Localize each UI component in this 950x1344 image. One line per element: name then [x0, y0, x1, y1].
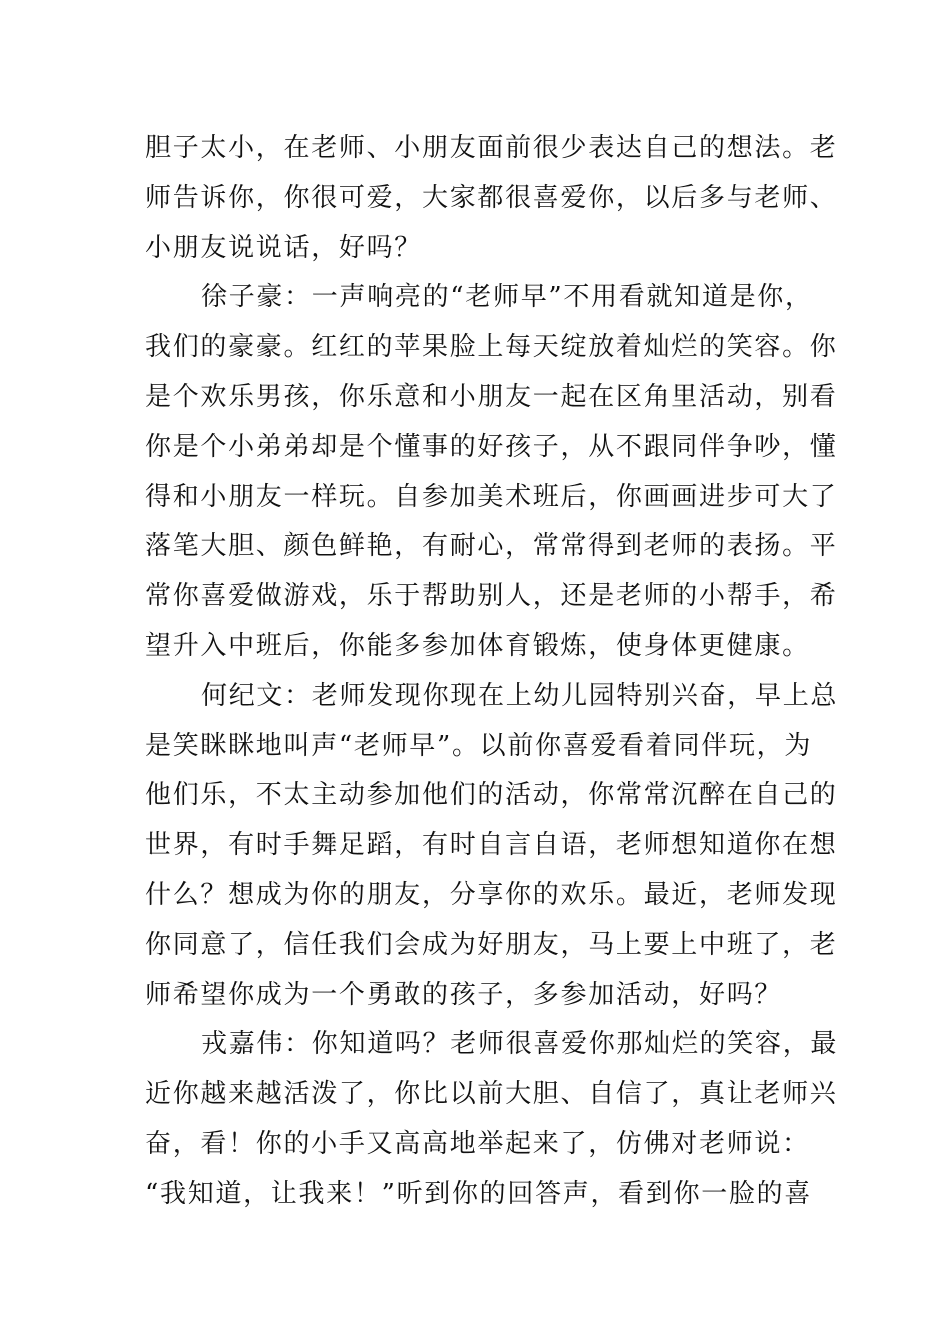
- paragraph-start-line: 何纪文：老师发现你现在上幼儿园特别兴奋，早上总: [201, 680, 839, 711]
- text-line: “我知道，让我来！”听到你的回答声，看到你一脸的喜: [145, 1178, 813, 1209]
- text-line: 是个欢乐男孩，你乐意和小朋友一起在区角里活动，别看: [145, 381, 838, 412]
- text-line: 小朋友说说话，好吗？: [145, 232, 423, 263]
- text-line: 得和小朋友一样玩。自参加美术班后，你画画进步可大了: [145, 481, 838, 512]
- text-line: 师告诉你，你很可爱，大家都很喜爱你，以后多与老师、: [145, 182, 838, 213]
- text-line: 师希望你成为一个勇敢的孩子，多参加活动，好吗？: [145, 979, 783, 1010]
- text-line: 世界，有时手舞足蹈，有时自言自语，老师想知道你在想: [145, 830, 838, 861]
- text-line: 落笔大胆、颜色鲜艳，有耐心，常常得到老师的表扬。平: [145, 531, 838, 562]
- text-line: 常你喜爱做游戏，乐于帮助别人，还是老师的小帮手，希: [145, 581, 838, 612]
- text-line: 近你越来越活泼了，你比以前大胆、自信了，真让老师兴: [145, 1079, 838, 1110]
- text-line: 你同意了，信任我们会成为好朋友，马上要上中班了，老: [145, 929, 838, 960]
- text-line: 我们的豪豪。红红的苹果脸上每天绽放着灿烂的笑容。你: [145, 332, 838, 363]
- text-line: 他们乐，不太主动参加他们的活动，你常常沉醉在自己的: [145, 780, 838, 811]
- paragraph-start-line: 徐子豪：一声响亮的“老师早”不用看就知道是你，: [201, 282, 813, 313]
- document-body: [145, 124, 839, 1220]
- text-line: 胆子太小，在老师、小朋友面前很少表达自己的想法。老: [145, 133, 838, 163]
- text-line: 奋，看！你的小手又高高地举起来了，仿佛对老师说：: [145, 1128, 810, 1159]
- text-line: 什么？想成为你的朋友，分享你的欢乐。最近，老师发现: [145, 879, 838, 910]
- text-line: 是笑眯眯地叫声“老师早”。以前你喜爱看着同伴玩，为: [145, 730, 813, 761]
- paragraph-start-line: 戎嘉伟：你知道吗？老师很喜爱你那灿烂的笑容，最: [201, 1029, 839, 1060]
- text-line: 望升入中班后，你能多参加体育锻炼，使身体更健康。: [145, 630, 810, 661]
- text-line: 你是个小弟弟却是个懂事的好孩子，从不跟同伴争吵，懂: [145, 431, 838, 462]
